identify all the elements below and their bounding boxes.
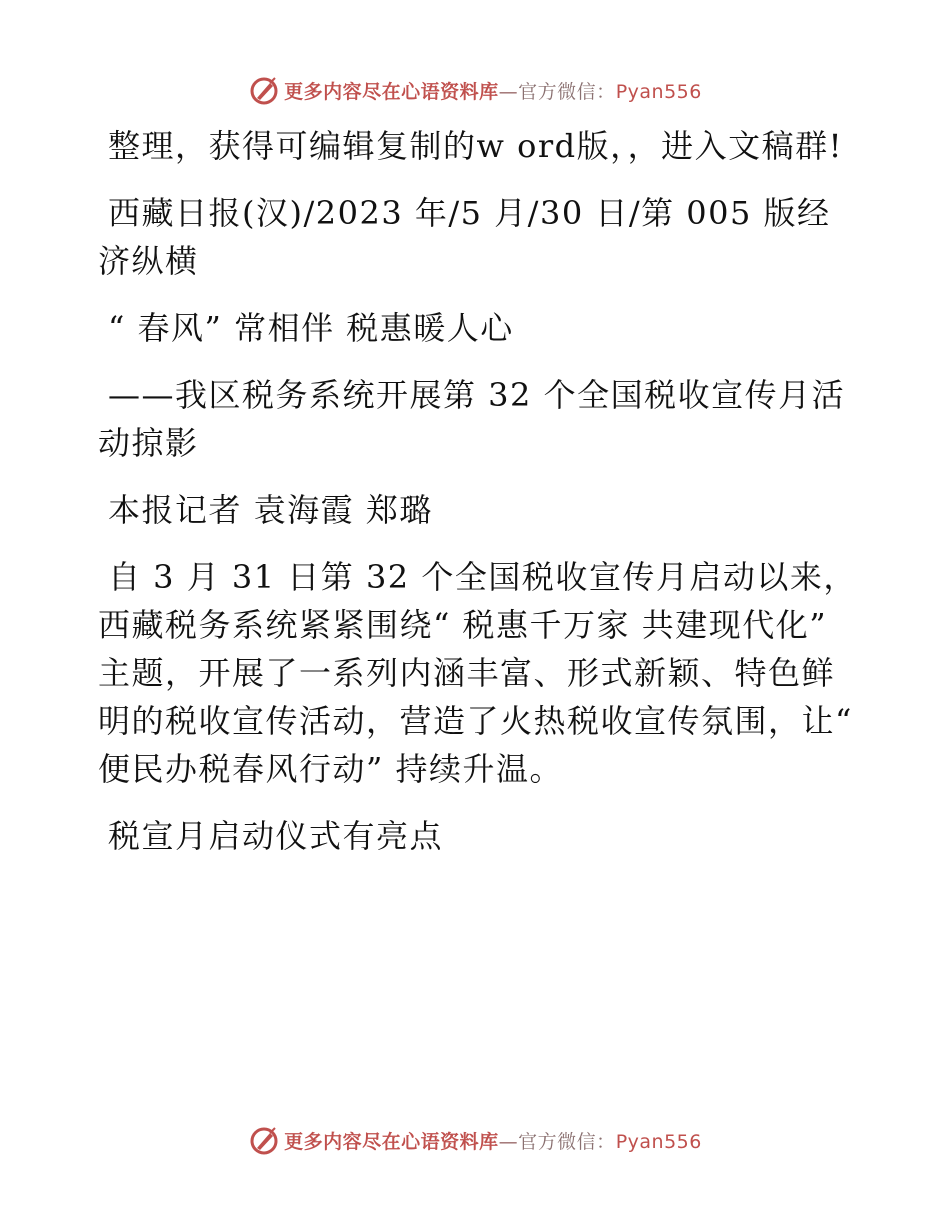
source-line: 西藏日报(汉)/2023 年/5 月/30 日/第 005 版经济纵横 bbox=[98, 194, 831, 280]
watermark-dash: — bbox=[498, 1130, 519, 1153]
watermark-wechat-id: Pyan556 bbox=[615, 80, 702, 103]
header-watermark-banner bbox=[0, 70, 950, 110]
watermark-dash: — bbox=[498, 80, 519, 103]
byline: 本报记者 袁海霞 郑璐 bbox=[108, 491, 433, 529]
pen-logo-icon bbox=[248, 1124, 280, 1156]
document-body bbox=[98, 122, 858, 879]
watermark-site-name: 更多内容尽在心语资料库 bbox=[284, 80, 499, 103]
article-subtitle: ——我区税务系统开展第 32 个全国税收宣传月活动掠影 bbox=[98, 376, 846, 462]
intro-note: 整理，获得可编辑复制的w ord版，，进入文稿群! bbox=[108, 127, 843, 165]
watermark-text bbox=[284, 77, 702, 104]
footer-watermark-banner bbox=[0, 1120, 950, 1160]
watermark-official-label: 官方微信： bbox=[518, 1130, 616, 1153]
section-heading: 税宣月启动仪式有亮点 bbox=[108, 817, 444, 855]
body-paragraph: 自 3 月 31 日第 32 个全国税收宣传月启动以来，西藏税务系统紧紧围绕“ 税惠千万家 共建现代化” 主题，开展了一系列内涵丰富、形式新颖、特色鲜明的税收宣传活动，营造了火热税收宣传氛围，让“ 便民办税春风行动” 持续升温。 bbox=[98, 558, 857, 788]
article-title: “ 春风” 常相伴 税惠暖人心 bbox=[108, 309, 514, 347]
watermark-text bbox=[284, 1127, 702, 1154]
watermark-wechat-id: Pyan556 bbox=[615, 1130, 702, 1153]
pen-logo-icon bbox=[248, 74, 280, 106]
watermark-official-label: 官方微信： bbox=[518, 80, 616, 103]
watermark-site-name: 更多内容尽在心语资料库 bbox=[284, 1130, 499, 1153]
